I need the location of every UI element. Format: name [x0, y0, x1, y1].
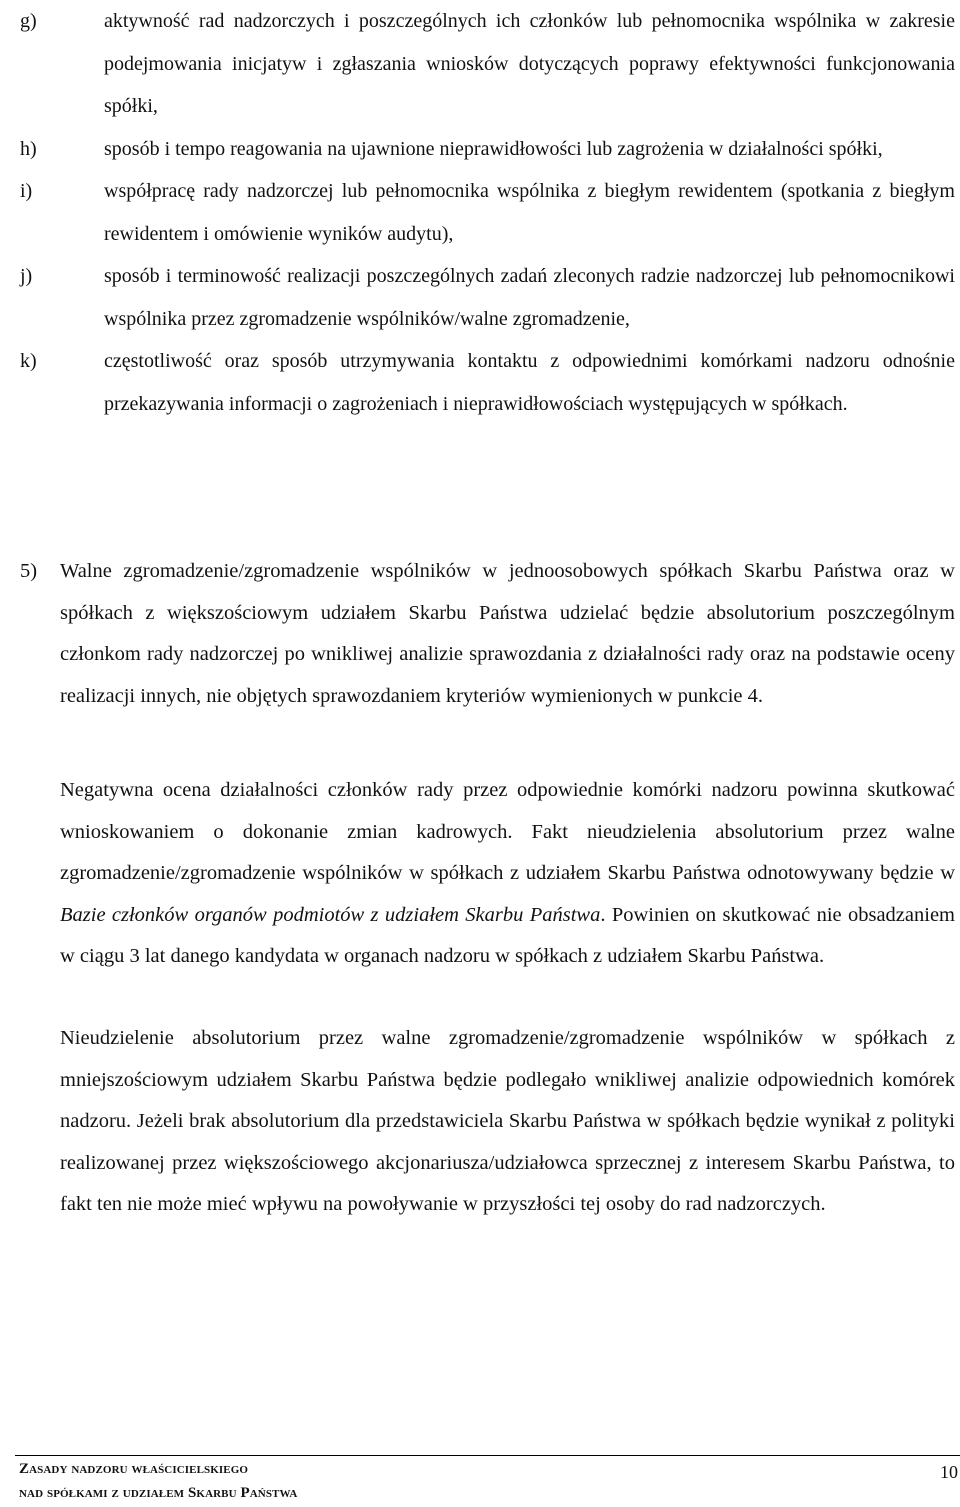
numbered-item-5 [20, 551, 955, 717]
footer-subtitle: nad spółkami z udziałem Skarbu Państwa [19, 1485, 298, 1501]
database-name: Bazie członków organów podmiotów z udziałem Skarbu Państwa [60, 903, 601, 926]
list-item [20, 340, 955, 425]
list-marker: h) [20, 137, 37, 160]
list-marker: k) [20, 350, 37, 372]
page-number: 10 [940, 1462, 958, 1482]
paragraph-text: Negatywna ocena działalności członków rady przez odpowiednie komórki nadzoru powinna skutkować wnioskowaniem o dokonanie zmian kadrowych. Fakt nieudzielenia absolutorium przez walne zgromadzenie/zgromadzenie wspólników w spółkach z udziałem Skarbu Państwa odnotowywany będzie w [60, 779, 955, 884]
list-marker: g) [20, 10, 37, 32]
list-item-text: sposób i tempo reagowania na ujawnione nieprawidłowości lub zagrożenia w działalności spółki, [104, 137, 883, 160]
list-item-text: aktywność rad nadzorczych i poszczególnych ich członków lub pełnomocnika wspólnika w zakresie podejmowania inicjatyw i zgłaszania wniosków dotyczących poprawy efektywności funkcjonowania spółki, [104, 10, 955, 117]
list-marker: j) [20, 265, 33, 287]
paragraph-negative-assessment [60, 770, 955, 978]
list-marker: i) [20, 180, 33, 202]
footer-divider [15, 1455, 960, 1456]
item-text: Walne zgromadzenie/zgromadzenie wspólników w jednoosobowych spółkach Skarbu Państwa oraz w spółkach z większościowym udziałem Skarbu Państwa udzielać będzie absolutorium poszczególnym członkom rady nadzorczej po wnikliwej analizie sprawozdania z działalności rady oraz na podstawie oceny realizacji innych, nie objętych sprawozdaniem kryteriów wymienionych w punkcie 4. [60, 560, 955, 707]
list-item-text: częstotliwość oraz sposób utrzymywania kontaktu z odpowiednimi komórkami nadzoru odnośnie przekazywania informacji o zagrożeniach i nieprawidłowościach występujących w spółkach. [104, 350, 955, 415]
list-item [20, 255, 955, 340]
footer-title: Zasady nadzoru właścicielskiego [19, 1461, 249, 1477]
list-item [20, 170, 955, 255]
item-number: 5) [20, 560, 38, 582]
list-item [20, 0, 955, 128]
list-item [20, 128, 955, 171]
paragraph-text: . Powinien on skutkować nie obsadzaniem w ciągu 3 lat danego kandydata w organach nadzoru w spółkach z udziałem Skarbu Państwa. [60, 903, 955, 967]
sub-item-list [20, 0, 955, 425]
paragraph-minority-stake: Nieudzielenie absolutorium przez walne zgromadzenie/zgromadzenie wspólników w spółkach z mniejszościowym udziałem Skarbu Państwa będzie podlegało wnikliwej analizie odpowiednich komórek nadzoru. Jeżeli brak absolutorium dla przedstawiciela Skarbu Państwa w spółkach będzie wynikał z polityki realizowanej przez większościowego akcjonariusza/udziałowca sprzecznej z interesem Skarbu Państwa, to fakt ten nie może mieć wpływu na powoływanie w przyszłości tej osoby do rad nadzorczych. [60, 1027, 955, 1215]
list-item-text: współpracę rady nadzorczej lub pełnomocnika wspólnika z biegłym rewidentem (spotkania z biegłym rewidentem i omówienie wyników audytu), [104, 180, 955, 245]
list-item-text: sposób i terminowość realizacji poszczególnych zadań zleconych radzie nadzorczej lub pełnomocnikowi wspólnika przez zgromadzenie wspólników/walne zgromadzenie, [104, 265, 955, 330]
